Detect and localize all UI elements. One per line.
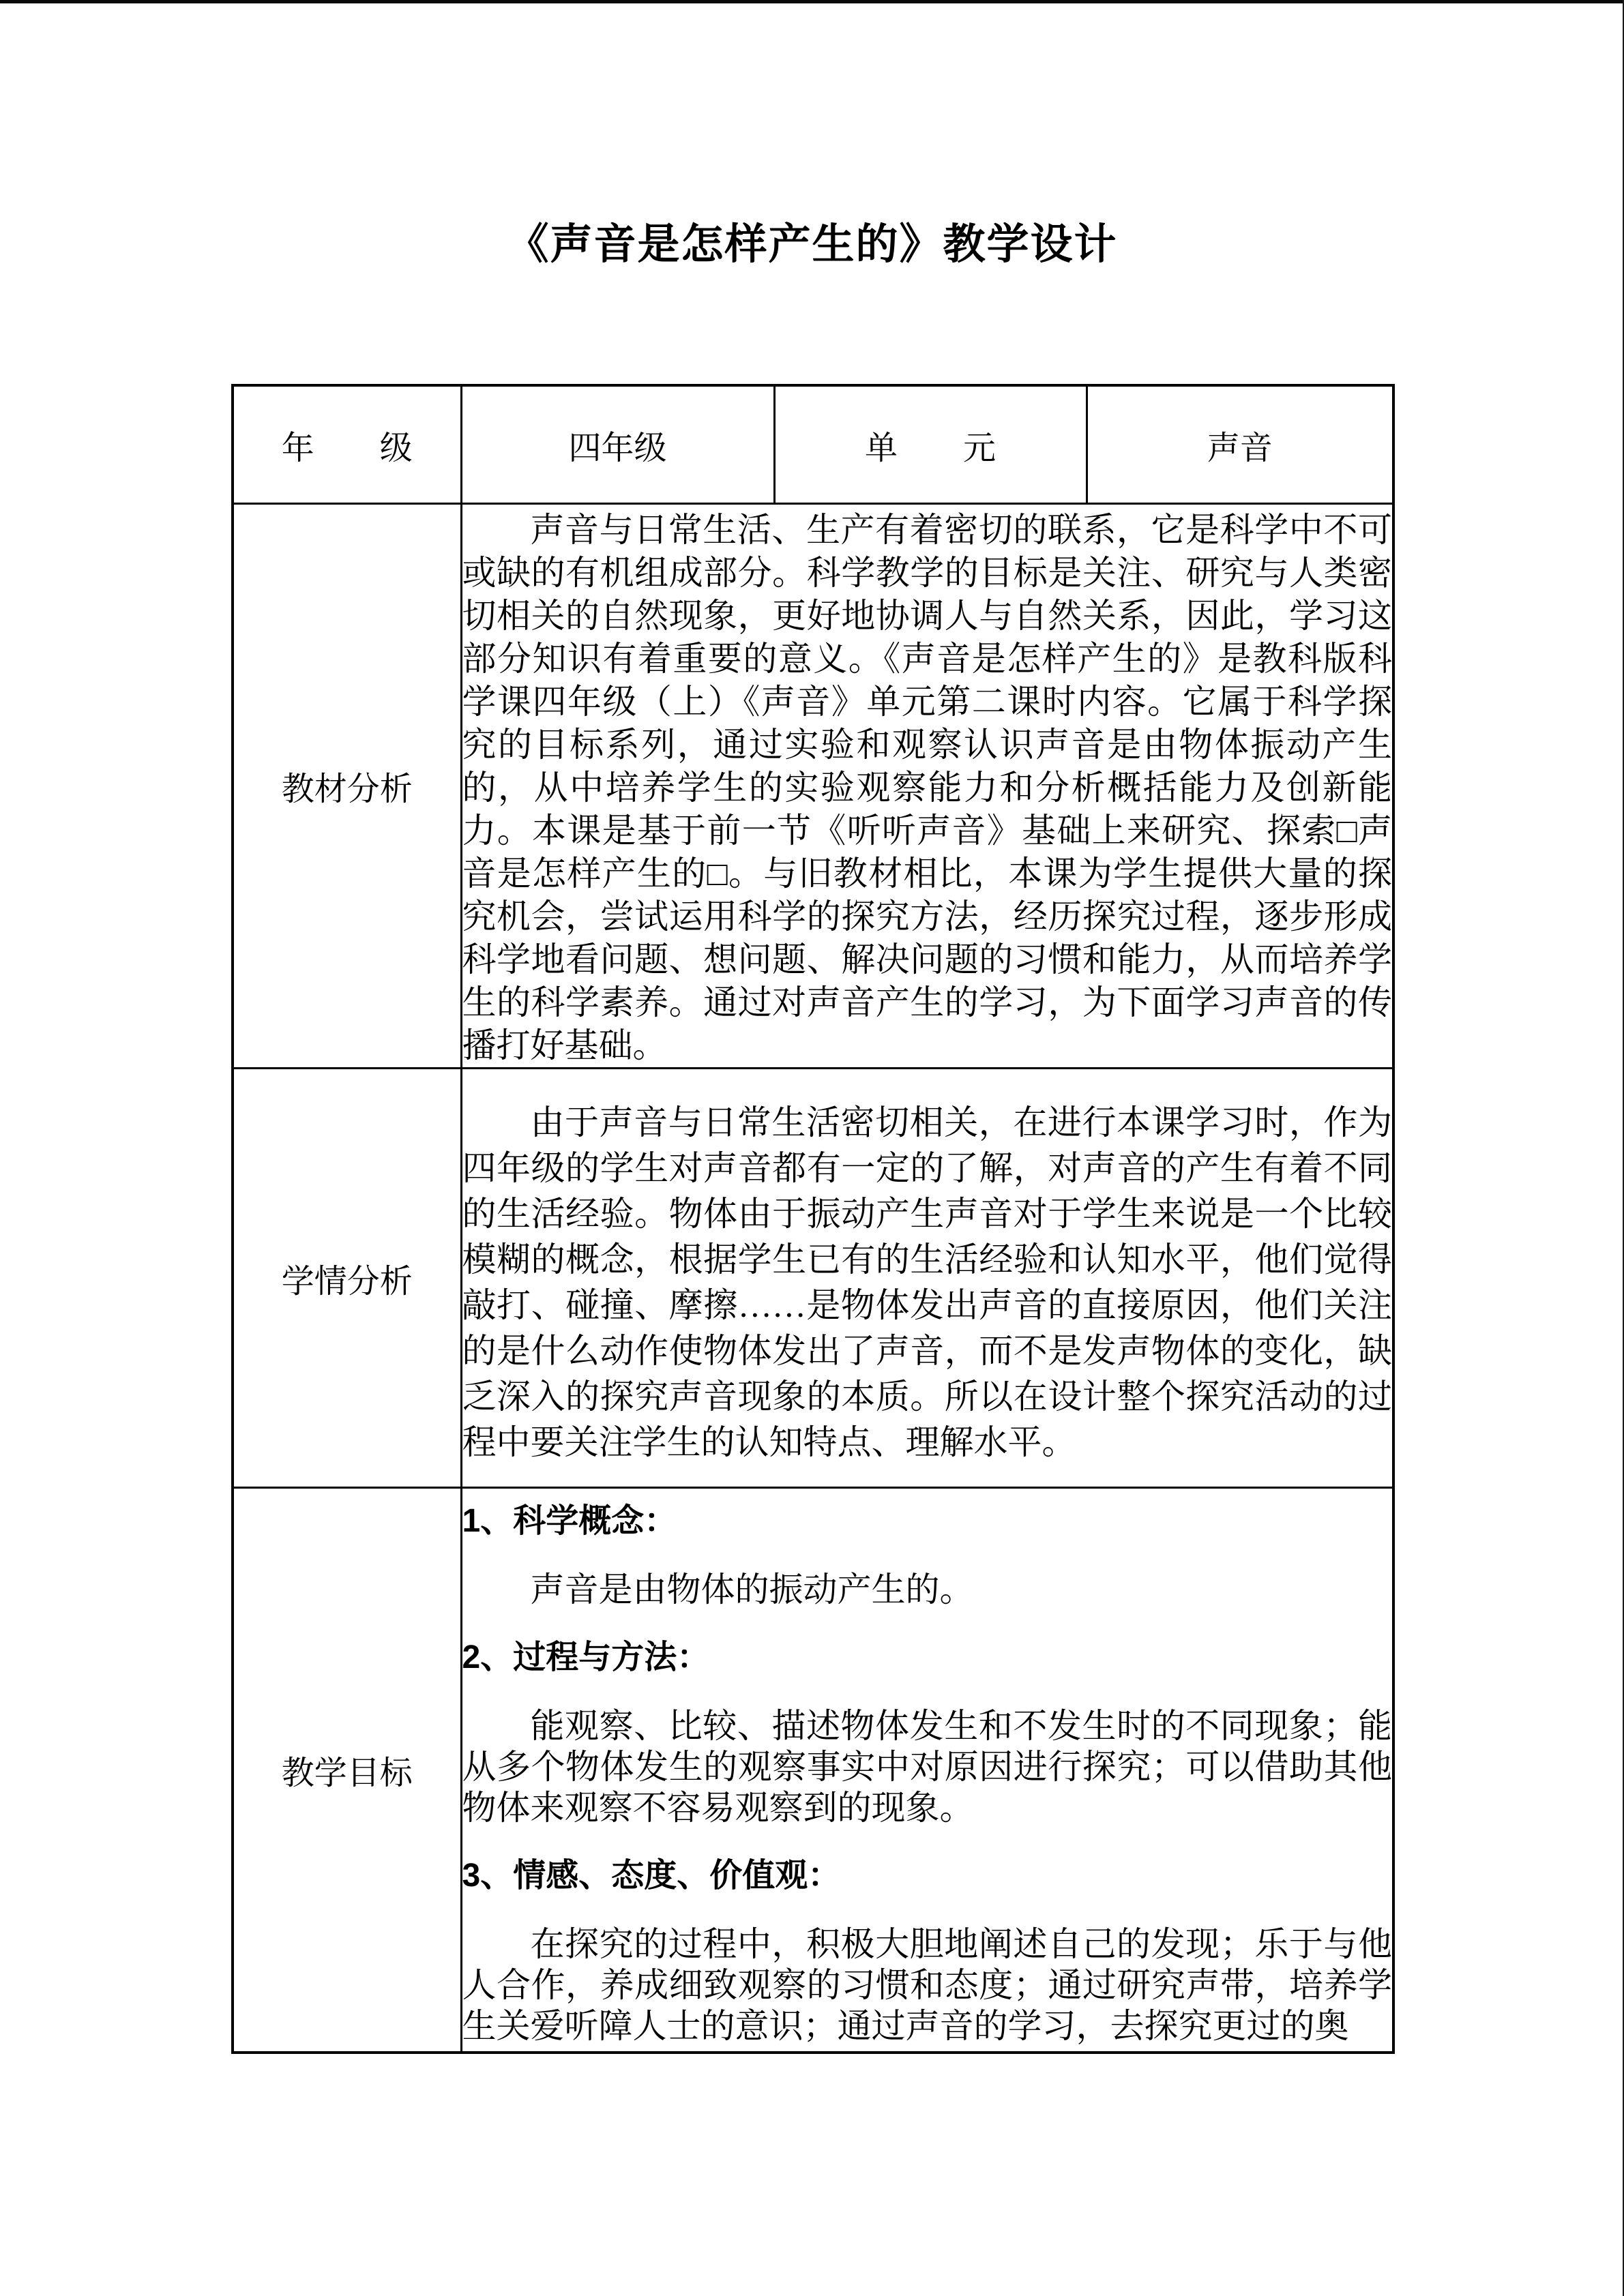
screenshot-top-edge xyxy=(0,0,1624,3)
teaching-goals-list xyxy=(462,1493,1393,2046)
grade-label-cell: 年 级 xyxy=(233,385,461,504)
teaching-goals-content xyxy=(461,1488,1393,2053)
table-row-header xyxy=(233,385,1393,504)
unit-value-cell: 声音 xyxy=(1087,385,1393,504)
learner-analysis-paragraph: 由于声音与日常生活密切相关，在进行本课学习时，作为四年级的学生对声音都有一定的了解，对声音的产生有着不同的生活经验。物体由于振动产生声音对于学生来说是一个比较模糊的概念，根据学生已有的生活经验和认知水平，他们觉得敲打、碰撞、摩擦……是物体发出声音的直接原因，他们关注的是什么动作使物体发出了声音，而不是发声物体的变化，缺乏深入的探究声音现象的本质。所以在设计整个探究活动的过程中要关注学生的认知特点、理解水平。 xyxy=(462,1103,1392,1461)
learner-analysis-content xyxy=(461,1069,1393,1488)
lesson-info-table xyxy=(231,384,1395,2054)
goal-body-process-method: 能观察、比较、描述物体发生和不发生时的不同现象；能从多个物体发生的观察事实中对原因进行探究；可以借助其他物体来观察不容易观察到的现象。 xyxy=(462,1707,1392,1828)
goal-heading-emotion-attitude-values: 3、情感、态度、价值观： xyxy=(462,1858,841,1894)
goal-heading-science-concept: 1、科学概念： xyxy=(462,1503,677,1540)
grade-value-cell: 四年级 xyxy=(461,385,774,504)
goal-body-emotion-attitude-values: 在探究的过程中，积极大胆地阐述自己的发现；乐于与他人合作，养成细致观察的习惯和态度；通过研究声带，培养学生关爱听障人士的意识；通过声音的学习，去探究更过的奥 xyxy=(462,1925,1392,2046)
learner-analysis-label: 学情分析 xyxy=(233,1069,461,1488)
table-row-teaching-goals xyxy=(233,1488,1393,2053)
goal-body-science-concept: 声音是由物体的振动产生的。 xyxy=(530,1570,974,1609)
teaching-goals-label: 教学目标 xyxy=(233,1488,461,2053)
table-row-material-analysis xyxy=(233,504,1393,1069)
material-analysis-paragraph: 声音与日常生活、生产有着密切的联系，它是科学中不可或缺的有机组成部分。科学教学的目标是关注、研究与人类密切相关的自然现象，更好地协调人与自然关系，因此，学习这部分知识有着重要的意义。《声音是怎样产生的》是教科版科学课四年级（上）《声音》单元第二课时内容。它属于科学探究的目标系列，通过实验和观察认识声音是由物体振动产生的，从中培养学生的实验观察能力和分析概括能力及创新能力。本课是基于前一节《听听声音》基础上来研究、探索□声音是怎样产生的□。与旧教材相比，本课为学生提供大量的探究机会，尝试运用科学的探究方法，经历探究过程，逐步形成科学地看问题、想问题、解决问题的习惯和能力，从而培养学生的科学素养。通过对声音产生的学习，为下面学习声音的传播打好基础。 xyxy=(462,511,1392,1064)
material-analysis-content xyxy=(461,504,1393,1069)
unit-label-cell: 单 元 xyxy=(774,385,1087,504)
page-title: 《声音是怎样产生的》教学设计 xyxy=(506,222,1118,268)
material-analysis-label: 教材分析 xyxy=(233,504,461,1069)
table-row-learner-analysis xyxy=(233,1069,1393,1488)
goal-heading-process-method: 2、过程与方法： xyxy=(462,1639,710,1676)
